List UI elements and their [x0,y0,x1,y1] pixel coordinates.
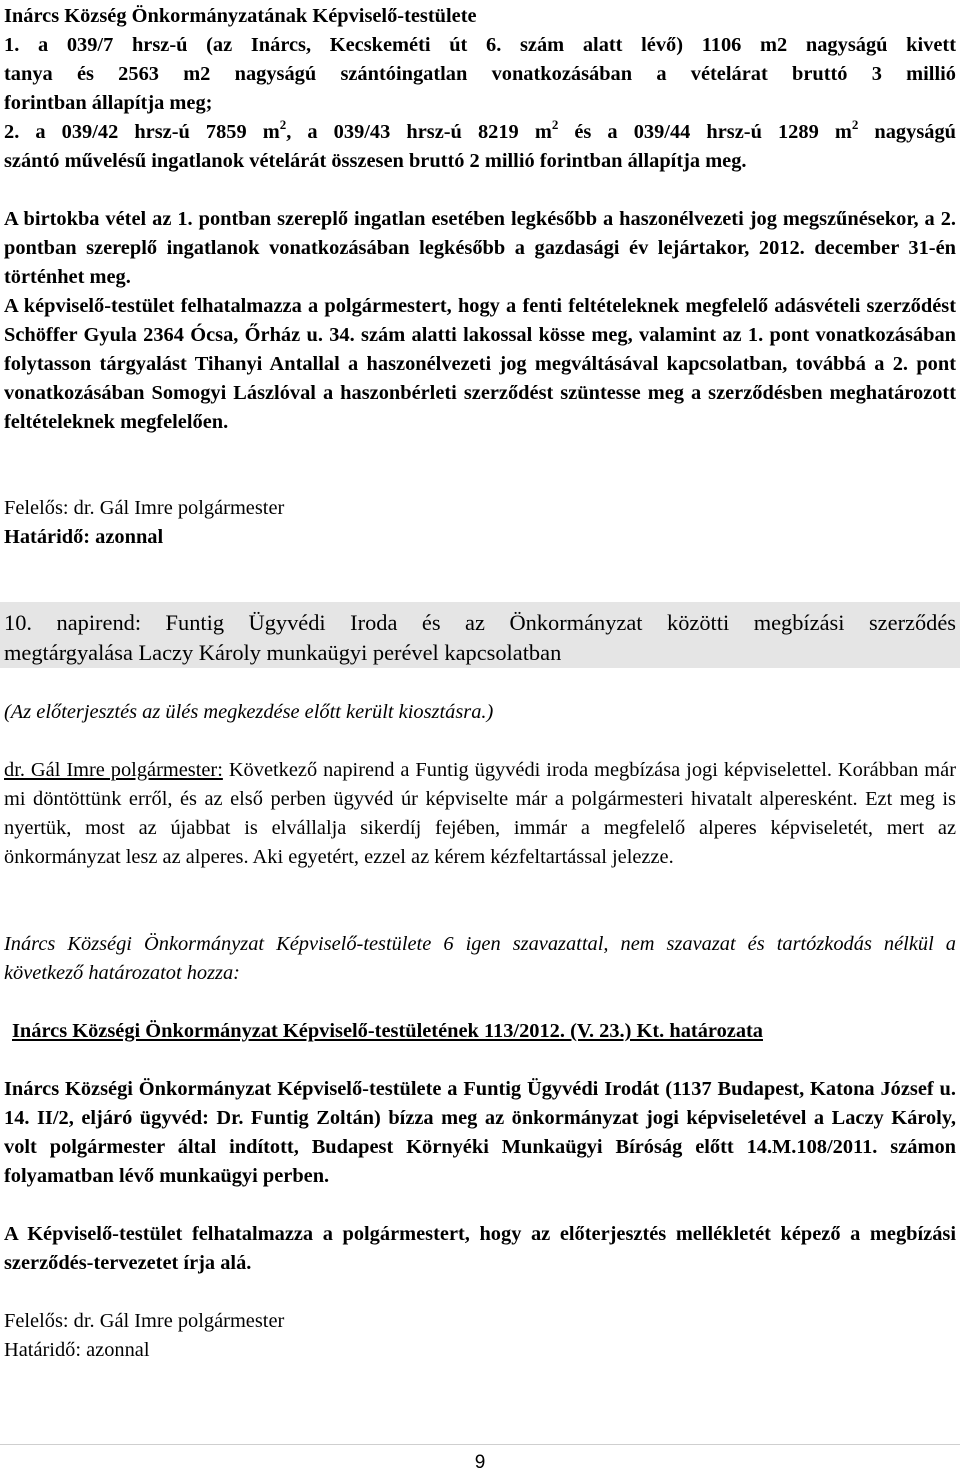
resolution-title-text: Inárcs Községi Önkormányzat Képviselő-testületének 113/2012. (V. 23.) Kt. határozata [12,1020,763,1042]
para-birtokba: A birtokba vétel az 1. pontban szereplő ingatlan esetében legkésőbb a haszonélvezeti jog megszűnésekor, a 2. pontban szereplő ingatlanok vonatkozásában legkésőbb a gazdasági év lejártakor, 2012. december 31-én történhet meg. [4,208,956,288]
item-2 [4,118,956,147]
item-1-cont [4,60,956,89]
agenda-title-cont [4,638,956,667]
agenda-title-line-1: 10. napirend: Funtig Ügyvédi Iroda és az Önkormányzat közötti megbízási szerződés [4,610,956,635]
speaker-name: dr. Gál Imre polgármester: [4,759,223,781]
resolution-title [12,1017,948,1046]
agenda-title [4,608,956,637]
item-1-line: 1. a 039/7 hrsz-ú (az Inárcs, Kecskeméti út 6. szám alatt lévő) 1106 m2 nagyságú kivett [4,34,956,56]
deadline: Határidő: azonnal [4,526,164,548]
responsible: Felelős: dr. Gál Imre polgármester [4,497,285,519]
item-1-line: forintban állapítja meg; [4,92,213,114]
para-felhatalmazza: A képviselő-testület felhatalmazza a polgármestert, hogy a fenti feltételeknek megfelelő adásvételi szerződést Schöffer Gyula 2364 Ócsa, Őrház u. 34. szám alatti lakossal kösse meg, valamint az 1. pont vonatkozásában folytasson tárgyalást Tihanyi Antallal a haszonélvezeti jog megváltásával kapcsolatban, továbbá a 2. pont vonatkozásában Somogyi Lászlóval a haszonbérleti szerződést szüntesse meg a szerződésben meghatározott feltételeknek megfelelően. [4,295,956,433]
speech-text: Következő napirend a Funtig ügyvédi iroda megbízása jogi képviselettel. Korábban már mi döntöttünk erről, és az első perben ügyvéd úr képviselte már a polgármesteri hivatalt alperesként. Ezt meg is nyertük, most az újabbat is elvállalja sikerdíj fejében, immár a megfelelő alperes képviseletét, mert az önkormányzat lesz az alperes. Aki egyetért, ezzel az kérem kézfeltartással jelezze. [4,759,956,868]
item-2-line: szántó művelésű ingatlanok vételárát összesen bruttó 2 millió forintban állapítja meg. [4,150,747,172]
footer-rule [0,1444,960,1445]
agenda-note: (Az előterjesztés az ülés megkezdése előtt került kiosztásra.) [4,701,494,723]
item-1-end [4,89,956,118]
page-number: 9 [474,1452,486,1473]
mayor-speech [4,756,956,872]
item-2-cont [4,147,956,176]
item-2-line: 2. a 039/42 hrsz-ú 7859 $m^2$, a 039/43 hrsz-ú 8219 $m^2$ és a 039/44 hrsz-ú 1289 $m^2$ nagyságú [4,117,956,143]
resolution-body: Inárcs Községi Önkormányzat Képviselő-testülete a Funtig Ügyvédi Irodát (1137 Budapest, Katona József u. 14. II/2, eljáró ügyvéd: Dr. Funtig Zoltán) bízza meg az önkormányzat jogi képviseletével a Laczy Károly, volt polgármester által indított, Budapest Környéki Munkaügyi Bíróság előtt 14.M.108/2011. számon folyamatban lévő munkaügyi perben. [4,1078,956,1187]
vote-statement: Inárcs Községi Önkormányzat Képviselő-testülete 6 igen szavazattal, nem szavazat és tartózkodás nélkül a következő határozatot hozza: [4,933,956,984]
item-1 [4,31,956,60]
agenda-title-line-2: megtárgyalása Laczy Károly munkaügyi perével kapcsolatban [4,640,562,665]
item-1-line: tanya és 2563 m2 nagyságú szántóingatlan vonatkozásában a vételárat bruttó 3 millió [4,63,956,85]
resolution-deadline: Határidő: azonnal [4,1339,150,1361]
council-heading: Inárcs Község Önkormányzatának Képviselő-testülete [4,5,477,27]
resolution-authorization: A Képviselő-testület felhatalmazza a polgármestert, hogy az előterjesztés mellékletét képező a megbízási szerződés-tervezetet írja alá. [4,1223,956,1274]
resolution-responsible: Felelős: dr. Gál Imre polgármester [4,1310,285,1332]
